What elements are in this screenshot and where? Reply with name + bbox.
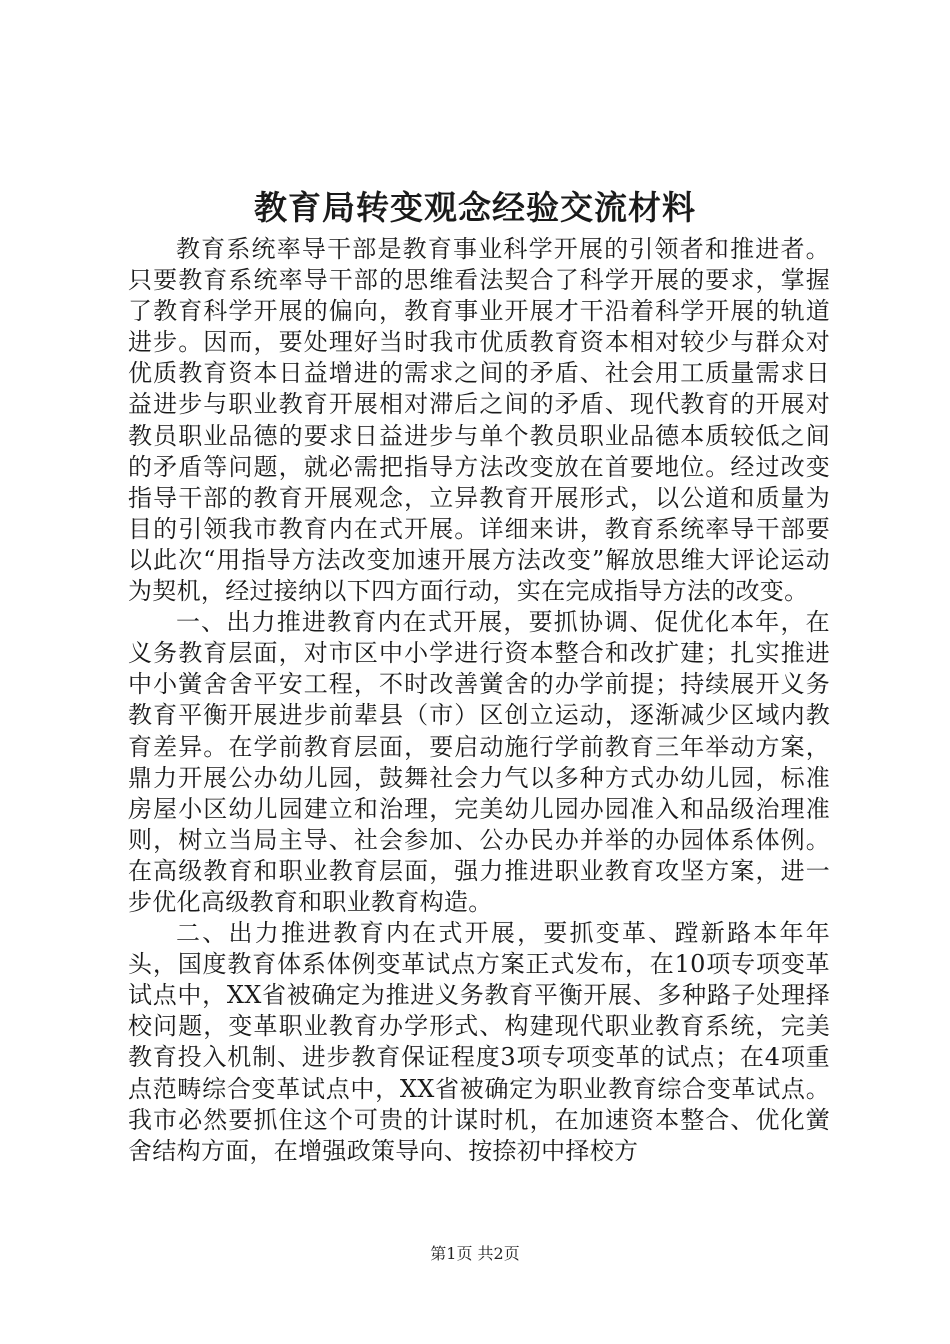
paragraph-section-two: 二、出力推进教育内在式开展，要抓变革、蹚新路本年年头，国度教育体系体例变革试点方案正式发布，在10项专项变革试点中，XX省被确定为推进义务教育平衡开展、多种路子处理择校问题，变革职业教育办学形式、构建现代职业教育系统，完美教育投入机制、进步教育保证程度3项专项变革的试点；在4项重点范畴综合变革试点中，XX省被确定为职业教育综合变革试点。我市必然要抓住这个可贵的计谋时机，在加速资本整合、优化黉舍结构方面，在增强政策导向、按捺初中择校方 <box>128 919 830 1165</box>
page-footer: 第1页 共2页 <box>430 1244 520 1263</box>
document-body <box>128 234 830 1167</box>
document-title: 教育局转变观念经验交流材料 <box>254 188 696 227</box>
paragraph-section-one: 一、出力推进教育内在式开展，要抓协调、促优化本年，在义务教育层面，对市区中小学进行资本整合和改扩建；扎实推进中小黉舍舍平安工程，不时改善黉舍的办学前提；持续展开义务教育平衡开展进步前辈县（市）区创立运动，逐渐减少区域内教育差异。在学前教育层面，要启动施行学前教育三年举动方案，鼎力开展公办幼儿园，鼓舞社会力气以多种方式办幼儿园，标准房屋小区幼儿园建立和治理，完美幼儿园办园准入和品级治理准则，树立当局主导、社会参加、公办民办并举的办园体系体例。在高级教育和职业教育层面，强力推进职业教育攻坚方案，进一步优化高级教育和职业教育构造。 <box>128 608 830 916</box>
paragraph-intro: 教育系统率导干部是教育事业科学开展的引领者和推进者。只要教育系统率导干部的思维看法契合了科学开展的要求，掌握了教育科学开展的偏向，教育事业开展才干沿着科学开展的轨道进步。因而，要处理好当时我市优质教育资本相对较少与群众对优质教育资本日益增进的需求之间的矛盾、社会用工质量需求日益进步与职业教育开展相对滞后之间的矛盾、现代教育的开展对教员职业品德的要求日益进步与单个教员职业品德本质较低之间的矛盾等问题，就必需把指导方法改变放在首要地位。经过改变指导干部的教育开展观念，立异教育开展形式，以公道和质量为目的引领我市教育内在式开展。详细来讲，教育系统率导干部要以此次“用指导方法改变加速开展方法改变”解放思维大评论运动为契机，经过接纳以下四方面行动，实在完成指导方法的改变。 <box>128 235 830 606</box>
